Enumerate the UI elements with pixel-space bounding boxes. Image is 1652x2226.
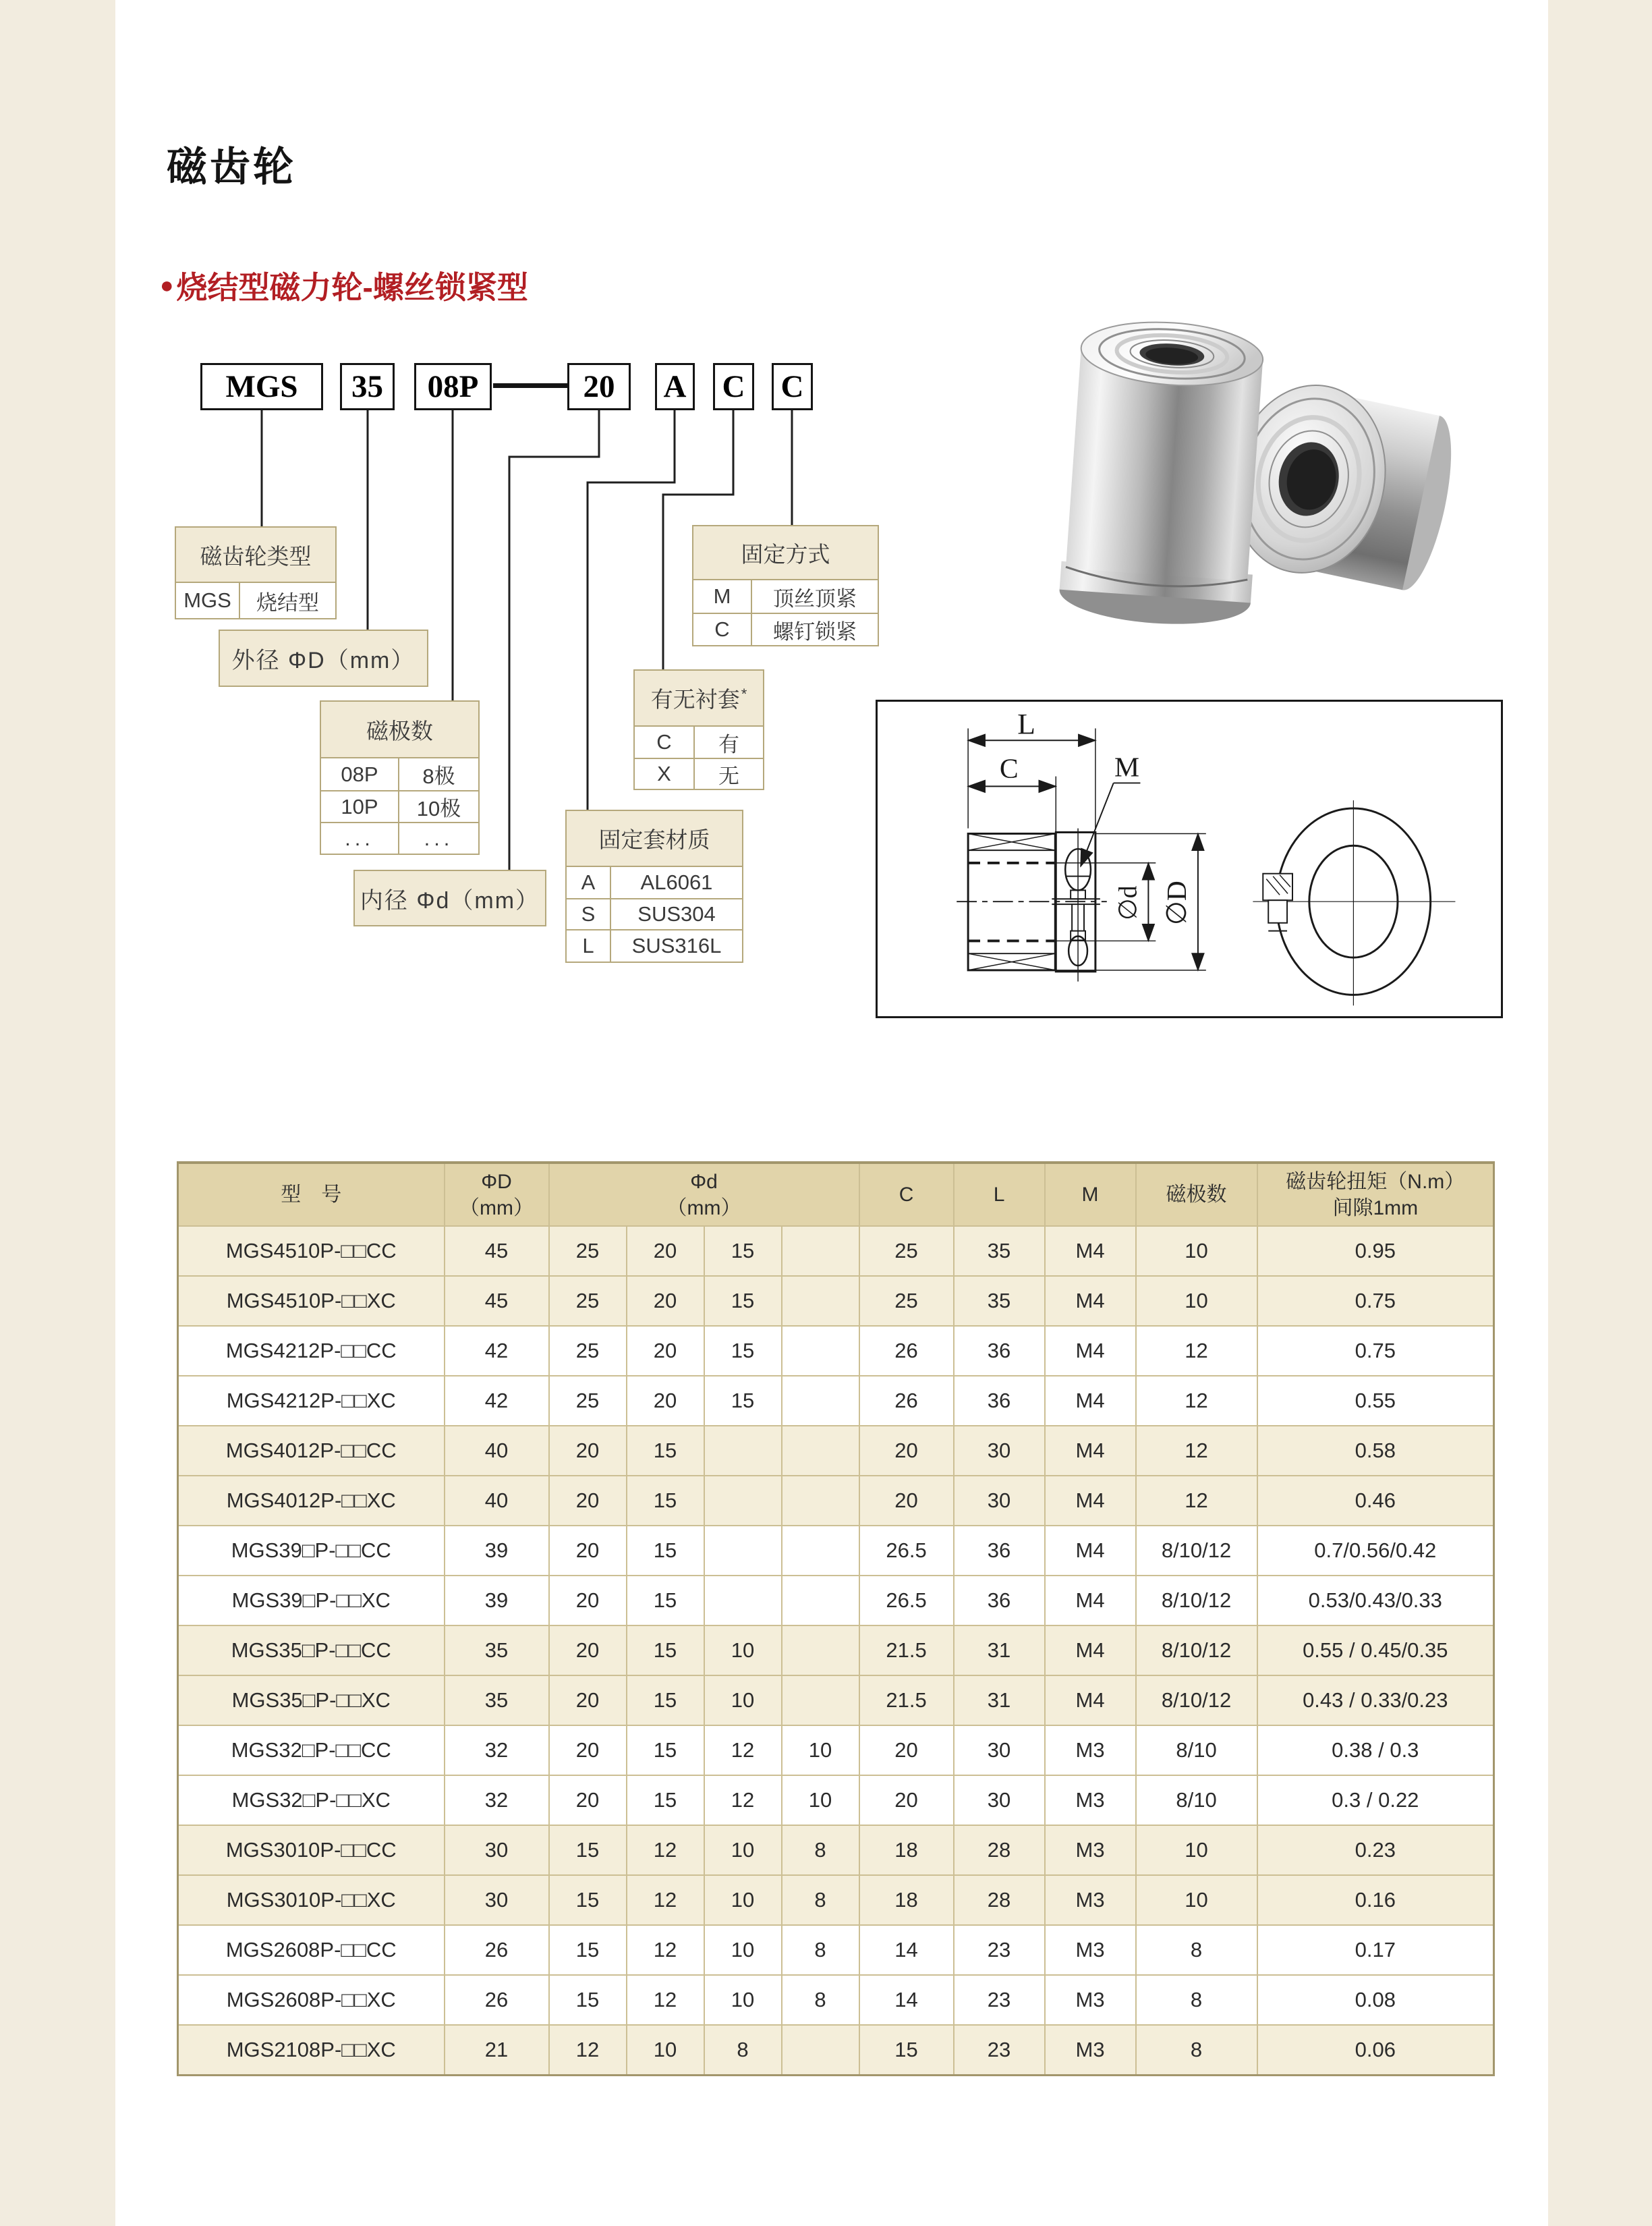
m-cell: M4 [1045,1675,1136,1725]
model-cell: MGS35□P-□□XC [178,1675,445,1725]
inner-diameter-cell: 10 [704,1875,782,1925]
c-cell: 20 [859,1725,954,1775]
c-cell: 26 [859,1326,954,1376]
c-cell: 20 [859,1775,954,1825]
label-box-title: 磁齿轮类型 [176,528,335,583]
inner-diameter-cell [782,1226,859,1276]
label-box-row [567,929,742,962]
inner-diameter-cell [704,1426,782,1476]
spec-row [178,1825,1494,1875]
outer-diameter-cell: 26 [445,1975,549,2025]
outer-diameter-cell: 30 [445,1875,549,1925]
code-box-outer-diameter: 35 [340,363,395,410]
inner-diameter-cell: 15 [704,1276,782,1326]
label-box-sleeve-material [565,810,743,963]
code-box-bushing: C [713,363,754,410]
inner-diameter-cell [704,1476,782,1526]
inner-diameter-cell [782,2025,859,2075]
l-cell: 30 [954,1775,1045,1825]
poles-cell: 8/10/12 [1136,1625,1257,1675]
inner-diameter-cell: 15 [549,1925,627,1975]
model-cell: MGS4510P-□□XC [178,1276,445,1326]
code-cell: C [693,614,752,645]
label-box-inner-diameter: 内径 Φd（mm） [353,870,546,926]
poles-cell: 8/10/12 [1136,1675,1257,1725]
outer-diameter-cell: 30 [445,1825,549,1875]
inner-diameter-cell: 20 [627,1326,704,1376]
l-cell: 35 [954,1226,1045,1276]
torque-cell: 0.23 [1257,1825,1494,1875]
bullet-icon: ● [160,273,174,298]
l-cell: 30 [954,1476,1045,1526]
inner-diameter-cell: 25 [549,1226,627,1276]
torque-cell: 0.53/0.43/0.33 [1257,1576,1494,1625]
header-outer-diameter-symbol: ΦD [481,1170,512,1193]
spec-row [178,1326,1494,1376]
model-cell: MGS4012P-□□CC [178,1426,445,1476]
poles-cell: 8/10 [1136,1725,1257,1775]
header-poles: 磁极数 [1136,1163,1257,1226]
inner-diameter-cell: 10 [704,1975,782,2025]
model-cell: MGS32□P-□□XC [178,1775,445,1825]
value-cell: AL6061 [640,870,713,894]
inner-diameter-cell: 15 [549,1875,627,1925]
spec-row [178,1875,1494,1925]
outer-diameter-cell: 26 [445,1925,549,1975]
code-cell: 10P [321,791,399,822]
inner-diameter-cell: 12 [704,1775,782,1825]
code-cell: C [635,727,695,758]
c-cell: 26.5 [859,1526,954,1576]
poles-cell: 8/10 [1136,1775,1257,1825]
value-cell: 8极 [422,764,455,788]
poles-cell: 12 [1136,1426,1257,1476]
label-box-title-text: 有无衬套 [650,687,740,712]
inner-diameter-cell: 20 [549,1775,627,1825]
outer-diameter-cell: 32 [445,1725,549,1775]
code-cell: X [635,759,695,789]
c-cell: 20 [859,1426,954,1476]
outer-diameter-cell: 35 [445,1675,549,1725]
torque-cell: 0.46 [1257,1476,1494,1526]
model-cell: MGS3010P-□□XC [178,1875,445,1925]
header-torque [1257,1163,1494,1226]
inner-diameter-cell: 12 [627,1825,704,1875]
c-cell: 26 [859,1376,954,1426]
torque-cell: 0.16 [1257,1875,1494,1925]
spec-row [178,1426,1494,1476]
header-torque-line1: 磁齿轮扭矩（N.m） [1286,1170,1465,1193]
spec-table-container [177,1161,1495,2076]
inner-diameter-cell: 15 [627,1476,704,1526]
header-torque-line2: 间隙1mm [1332,1196,1419,1219]
outer-diameter-cell: 39 [445,1576,549,1625]
inner-diameter-cell: 15 [704,1376,782,1426]
c-cell: 20 [859,1476,954,1526]
section-heading-text: 烧结型磁力轮-螺丝锁紧型 [176,270,528,305]
outer-diameter-cell: 21 [445,2025,549,2075]
inner-diameter-cell [782,1326,859,1376]
poles-cell: 10 [1136,1825,1257,1875]
m-cell: M4 [1045,1276,1136,1326]
product-photo [992,312,1464,629]
asterisk-note: * [741,685,747,702]
code-box-inner-diameter: 20 [567,363,631,410]
inner-diameter-cell: 25 [549,1326,627,1376]
inner-diameter-cell: 12 [549,2025,627,2075]
inner-diameter-cell: 8 [782,1975,859,2025]
inner-diameter-cell: 10 [627,2025,704,2075]
inner-diameter-cell: 20 [627,1376,704,1426]
outer-diameter-cell: 39 [445,1526,549,1576]
dim-label-l: L [1017,708,1035,741]
torque-cell: 0.43 / 0.33/0.23 [1257,1675,1494,1725]
poles-cell: 10 [1136,1875,1257,1925]
l-cell: 23 [954,2025,1045,2075]
c-cell: 25 [859,1226,954,1276]
inner-diameter-cell: 20 [549,1426,627,1476]
technical-drawing-image [878,702,1501,1016]
poles-cell: 12 [1136,1476,1257,1526]
inner-diameter-cell [782,1576,859,1625]
dash-line [493,383,567,388]
dim-label-c: C [999,752,1019,784]
value-cell: 烧结型 [256,590,319,615]
spec-row [178,1526,1494,1576]
inner-diameter-cell: 10 [704,1675,782,1725]
spec-table [177,1161,1495,2076]
value-cell: SUS316L [631,934,722,957]
inner-diameter-cell: 20 [549,1526,627,1576]
code-box-fixing: C [772,363,813,410]
technical-drawing [876,700,1503,1018]
outer-diameter-cell: 32 [445,1775,549,1825]
inner-diameter-cell: 8 [782,1925,859,1975]
dim-label-D: ∅D [1160,881,1193,926]
spec-row [178,1975,1494,2025]
inner-diameter-cell: 20 [549,1576,627,1625]
header-inner-diameter [549,1163,859,1226]
inner-diameter-cell: 12 [627,1925,704,1975]
l-cell: 31 [954,1625,1045,1675]
code-box-series: MGS [200,363,323,410]
torque-cell: 0.06 [1257,2025,1494,2075]
label-box-row [693,580,878,613]
torque-cell: 0.55 / 0.45/0.35 [1257,1625,1494,1675]
torque-cell: 0.58 [1257,1426,1494,1476]
inner-diameter-cell [782,1675,859,1725]
spec-row [178,2025,1494,2075]
l-cell: 36 [954,1326,1045,1376]
torque-cell: 0.7/0.56/0.42 [1257,1526,1494,1576]
label-box-row [321,790,478,822]
spec-row [178,1725,1494,1775]
model-cell: MGS2608P-□□XC [178,1975,445,2025]
inner-diameter-cell: 15 [627,1426,704,1476]
inner-diameter-cell: 15 [627,1725,704,1775]
spec-row [178,1576,1494,1625]
code-cell: 08P [321,758,399,790]
model-cell: MGS4510P-□□CC [178,1226,445,1276]
torque-cell: 0.08 [1257,1975,1494,2025]
m-cell: M4 [1045,1576,1136,1625]
spec-row [178,1376,1494,1426]
c-cell: 21.5 [859,1625,954,1675]
label-box-bushing [633,669,764,790]
l-cell: 28 [954,1875,1045,1925]
label-box-pole-count [320,700,480,855]
m-cell: M3 [1045,1825,1136,1875]
l-cell: 36 [954,1376,1045,1426]
inner-diameter-cell [704,1526,782,1576]
spec-row [178,1226,1494,1276]
spec-row [178,1675,1494,1725]
spec-header-row [178,1163,1494,1226]
l-cell: 31 [954,1675,1045,1725]
page-title: 磁齿轮 [167,144,296,190]
section-heading [160,263,528,308]
poles-cell: 8 [1136,1975,1257,2025]
spec-table-body [178,1226,1494,2075]
code-cell: A [567,867,611,898]
torque-cell: 0.17 [1257,1925,1494,1975]
header-inner-diameter-symbol: Φd [690,1170,718,1193]
inner-diameter-cell [782,1526,859,1576]
inner-diameter-cell: 20 [627,1226,704,1276]
m-cell: M4 [1045,1625,1136,1675]
inner-diameter-cell: 20 [549,1675,627,1725]
outer-diameter-cell: 35 [445,1625,549,1675]
poles-cell: 8/10/12 [1136,1576,1257,1625]
label-box-gear-type [175,526,337,619]
label-box-fixing-method [692,525,879,646]
code-cell: ... [321,823,399,854]
inner-diameter-cell: 15 [549,1825,627,1875]
c-cell: 14 [859,1975,954,2025]
code-box-poles: 08P [414,363,492,410]
model-cell: MGS35□P-□□CC [178,1625,445,1675]
product-photo-image [992,312,1464,629]
model-cell: MGS4212P-□□XC [178,1376,445,1426]
inner-diameter-cell: 15 [704,1226,782,1276]
outer-diameter-cell: 45 [445,1226,549,1276]
torque-cell: 0.3 / 0.22 [1257,1775,1494,1825]
m-cell: M4 [1045,1226,1136,1276]
torque-cell: 0.55 [1257,1376,1494,1426]
m-cell: M3 [1045,2025,1136,2075]
inner-diameter-cell [704,1576,782,1625]
label-box-row [635,727,763,758]
l-cell: 23 [954,1975,1045,2025]
m-cell: M4 [1045,1376,1136,1426]
label-box-title: 磁极数 [321,702,478,758]
c-cell: 18 [859,1825,954,1875]
m-cell: M3 [1045,1925,1136,1975]
poles-cell: 8 [1136,1925,1257,1975]
inner-diameter-cell: 20 [627,1276,704,1326]
model-cell: MGS39□P-□□XC [178,1576,445,1625]
spec-row [178,1276,1494,1326]
inner-diameter-cell: 15 [627,1675,704,1725]
poles-cell: 8 [1136,2025,1257,2075]
header-c: C [859,1163,954,1226]
outer-diameter-cell: 42 [445,1376,549,1426]
inner-diameter-cell: 12 [627,1875,704,1925]
inner-diameter-cell [782,1625,859,1675]
code-box-sleeve-material: A [655,363,695,410]
m-cell: M3 [1045,1725,1136,1775]
code-cell: S [567,899,611,929]
m-cell: M3 [1045,1775,1136,1825]
code-cell: MGS [176,583,240,618]
c-cell: 25 [859,1276,954,1326]
label-box-row [321,758,478,790]
m-cell: M4 [1045,1426,1136,1476]
inner-diameter-cell: 15 [627,1775,704,1825]
inner-diameter-cell [782,1476,859,1526]
header-model: 型 号 [178,1163,445,1226]
l-cell: 36 [954,1576,1045,1625]
label-box-outer-diameter: 外径 ΦD（mm） [219,630,428,687]
torque-cell: 0.95 [1257,1226,1494,1276]
inner-diameter-cell: 8 [782,1825,859,1875]
label-box-row [567,898,742,929]
model-cell: MGS2608P-□□CC [178,1925,445,1975]
dim-label-d: ∅d [1114,885,1143,920]
model-cell: MGS4212P-□□CC [178,1326,445,1376]
m-cell: M4 [1045,1476,1136,1526]
spec-row [178,1925,1494,1975]
header-outer-diameter [445,1163,549,1226]
inner-diameter-cell: 15 [627,1576,704,1625]
header-inner-diameter-unit: （mm） [666,1196,741,1219]
inner-diameter-cell: 25 [549,1276,627,1326]
inner-diameter-cell: 12 [627,1975,704,2025]
c-cell: 15 [859,2025,954,2075]
value-cell: 10极 [416,797,461,820]
inner-diameter-cell: 25 [549,1376,627,1426]
m-cell: M4 [1045,1526,1136,1576]
torque-cell: 0.75 [1257,1326,1494,1376]
code-cell: L [567,930,611,962]
inner-diameter-cell: 10 [782,1775,859,1825]
m-cell: M3 [1045,1875,1136,1925]
inner-diameter-cell: 20 [549,1476,627,1526]
model-cell: MGS4012P-□□XC [178,1476,445,1526]
label-box-title [635,671,763,727]
poles-cell: 12 [1136,1376,1257,1426]
l-cell: 30 [954,1725,1045,1775]
c-cell: 21.5 [859,1675,954,1725]
label-box-row [693,613,878,645]
value-cell: 无 [718,764,739,788]
inner-diameter-cell: 15 [704,1326,782,1376]
c-cell: 14 [859,1925,954,1975]
outer-diameter-cell: 40 [445,1426,549,1476]
label-box-row [635,758,763,789]
header-m: M [1045,1163,1136,1226]
spec-row [178,1775,1494,1825]
inner-diameter-cell: 15 [549,1975,627,2025]
value-cell: SUS304 [637,902,716,926]
outer-diameter-cell: 42 [445,1326,549,1376]
header-l: L [954,1163,1045,1226]
model-cell: MGS2108P-□□XC [178,2025,445,2075]
inner-diameter-cell: 15 [627,1526,704,1576]
l-cell: 30 [954,1426,1045,1476]
spec-row [178,1476,1494,1526]
inner-diameter-cell: 15 [627,1625,704,1675]
poles-cell: 8/10/12 [1136,1526,1257,1576]
l-cell: 28 [954,1825,1045,1875]
outer-diameter-cell: 40 [445,1476,549,1526]
spec-row [178,1625,1494,1675]
torque-cell: 0.75 [1257,1276,1494,1326]
m-cell: M3 [1045,1975,1136,2025]
label-box-title: 固定方式 [693,526,878,580]
inner-diameter-cell: 10 [704,1825,782,1875]
poles-cell: 10 [1136,1276,1257,1326]
inner-diameter-cell: 10 [704,1625,782,1675]
model-cell: MGS3010P-□□CC [178,1825,445,1875]
inner-diameter-cell [782,1276,859,1326]
inner-diameter-cell: 8 [704,2025,782,2075]
l-cell: 35 [954,1276,1045,1326]
value-cell: 顶丝顶紧 [773,586,857,611]
c-cell: 26.5 [859,1576,954,1625]
inner-diameter-cell: 10 [704,1925,782,1975]
inner-diameter-cell [782,1426,859,1476]
inner-diameter-cell: 20 [549,1625,627,1675]
content-area [115,0,1548,2226]
label-box-row [176,583,335,618]
inner-diameter-cell: 8 [782,1875,859,1925]
value-cell: 有 [718,732,739,756]
label-box-row [321,822,478,854]
model-cell: MGS39□P-□□CC [178,1526,445,1576]
m-cell: M4 [1045,1326,1136,1376]
inner-diameter-cell: 20 [549,1725,627,1775]
value-cell: ... [424,826,454,850]
label-box-row [567,867,742,898]
l-cell: 36 [954,1526,1045,1576]
torque-cell: 0.38 / 0.3 [1257,1725,1494,1775]
label-box-title: 固定套材质 [567,811,742,867]
inner-diameter-cell: 10 [782,1725,859,1775]
inner-diameter-cell: 12 [704,1725,782,1775]
poles-cell: 12 [1136,1326,1257,1376]
c-cell: 18 [859,1875,954,1925]
code-cell: M [693,580,752,613]
outer-diameter-cell: 45 [445,1276,549,1326]
value-cell: 螺钉锁紧 [773,619,857,644]
header-outer-diameter-unit: （mm） [459,1196,534,1219]
model-cell: MGS32□P-□□CC [178,1725,445,1775]
inner-diameter-cell [782,1376,859,1426]
poles-cell: 10 [1136,1226,1257,1276]
l-cell: 23 [954,1925,1045,1975]
dim-label-m: M [1114,751,1140,783]
